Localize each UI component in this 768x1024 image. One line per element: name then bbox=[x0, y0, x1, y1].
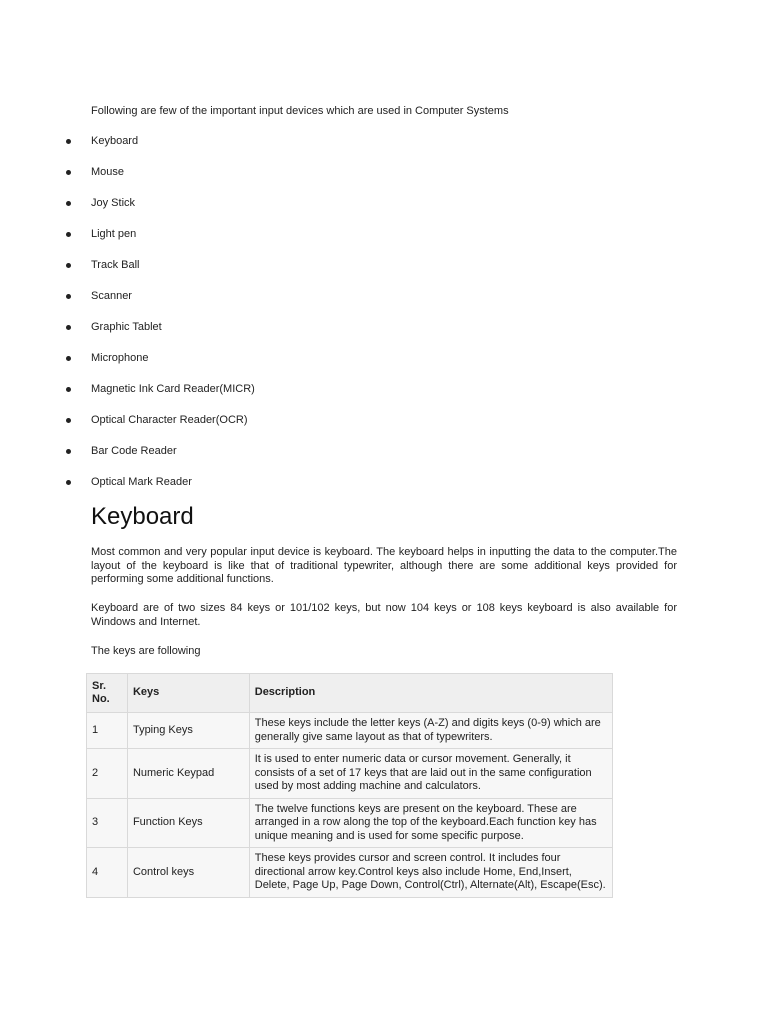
list-item bbox=[0, 349, 591, 380]
bullet-icon bbox=[66, 480, 71, 485]
column-header-keys: Keys bbox=[127, 674, 249, 713]
table-row bbox=[87, 798, 613, 848]
table-row bbox=[87, 848, 613, 898]
table-cell-description: These keys provides cursor and screen control. It includes four directional arrow key.Control keys also include Home, End,Insert, Delete, Page Up, Page Down, Control(Ctrl), Alternate(Alt), Escape(Esc). bbox=[249, 848, 612, 898]
list-item-label: Track Ball bbox=[91, 259, 140, 271]
list-item-label: Magnetic Ink Card Reader(MICR) bbox=[91, 383, 255, 395]
table-cell-keys: Function Keys bbox=[127, 798, 249, 848]
bullet-icon bbox=[66, 263, 71, 268]
list-item bbox=[0, 473, 591, 504]
bullet-icon bbox=[66, 325, 71, 330]
list-item-label: Mouse bbox=[91, 166, 125, 178]
bullet-icon bbox=[66, 418, 71, 423]
list-item bbox=[0, 194, 591, 225]
list-item bbox=[0, 225, 591, 256]
list-item-label: Optical Mark Reader bbox=[91, 476, 192, 488]
list-item-label: Scanner bbox=[91, 290, 132, 302]
bullet-icon bbox=[66, 356, 71, 361]
keys-table bbox=[86, 673, 613, 898]
section-paragraph: The keys are following bbox=[91, 645, 201, 657]
section-paragraph: Most common and very popular input device is keyboard. The keyboard helps in inputting the data to the computer.The layout of the keyboard is like that of traditional typewriter, although there are some additional keys provided for performing some additional functions. bbox=[91, 546, 677, 585]
table-cell-description: The twelve functions keys are present on the keyboard. These are arranged in a row along the top of the keyboard.Each function key has unique meaning and is used for some specific purpose. bbox=[249, 798, 612, 848]
list-item bbox=[0, 163, 591, 194]
list-item bbox=[0, 132, 591, 163]
list-item bbox=[0, 256, 591, 287]
table-header-row bbox=[87, 674, 613, 713]
list-item bbox=[0, 318, 591, 349]
table-cell-keys: Control keys bbox=[127, 848, 249, 898]
bullet-icon bbox=[66, 294, 71, 299]
list-item-label: Joy Stick bbox=[91, 197, 136, 209]
list-item bbox=[0, 287, 591, 318]
list-item-label: Optical Character Reader(OCR) bbox=[91, 414, 248, 426]
bullet-icon bbox=[66, 387, 71, 392]
list-item-label: Light pen bbox=[91, 228, 137, 240]
list-item-label: Graphic Tablet bbox=[91, 321, 162, 333]
list-item bbox=[0, 442, 591, 473]
table-cell-sr-no: 1 bbox=[87, 713, 128, 749]
intro-text: Following are few of the important input devices which are used in Computer Systems bbox=[91, 105, 509, 117]
table-cell-sr-no: 2 bbox=[87, 749, 128, 799]
list-item bbox=[0, 380, 591, 411]
bullet-icon bbox=[66, 201, 71, 206]
bullet-icon bbox=[66, 449, 71, 454]
section-title: Keyboard bbox=[91, 503, 194, 530]
table-cell-keys: Typing Keys bbox=[127, 713, 249, 749]
table-row bbox=[87, 713, 613, 749]
table-row bbox=[87, 749, 613, 799]
table-cell-sr-no: 4 bbox=[87, 848, 128, 898]
bullet-icon bbox=[66, 139, 71, 144]
table-cell-description: These keys include the letter keys (A-Z) and digits keys (0-9) which are generally give same layout as that of typewriters. bbox=[249, 713, 612, 749]
column-header-sr-no: Sr. No. bbox=[87, 674, 128, 713]
column-header-description: Description bbox=[249, 674, 612, 713]
table-cell-keys: Numeric Keypad bbox=[127, 749, 249, 799]
input-devices-list bbox=[0, 132, 591, 504]
table-cell-sr-no: 3 bbox=[87, 798, 128, 848]
bullet-icon bbox=[66, 232, 71, 237]
bullet-icon bbox=[66, 170, 71, 175]
list-item-label: Keyboard bbox=[91, 135, 139, 147]
section-paragraph: Keyboard are of two sizes 84 keys or 101/102 keys, but now 104 keys or 108 keys keyboard is also available for Windows and Internet. bbox=[91, 602, 677, 628]
list-item bbox=[0, 411, 591, 442]
list-item-label: Microphone bbox=[91, 352, 149, 364]
list-item-label: Bar Code Reader bbox=[91, 445, 177, 457]
table-cell-description: It is used to enter numeric data or cursor movement. Generally, it consists of a set of 17 keys that are laid out in the same configuration used by most adding machine and calculators. bbox=[249, 749, 612, 799]
